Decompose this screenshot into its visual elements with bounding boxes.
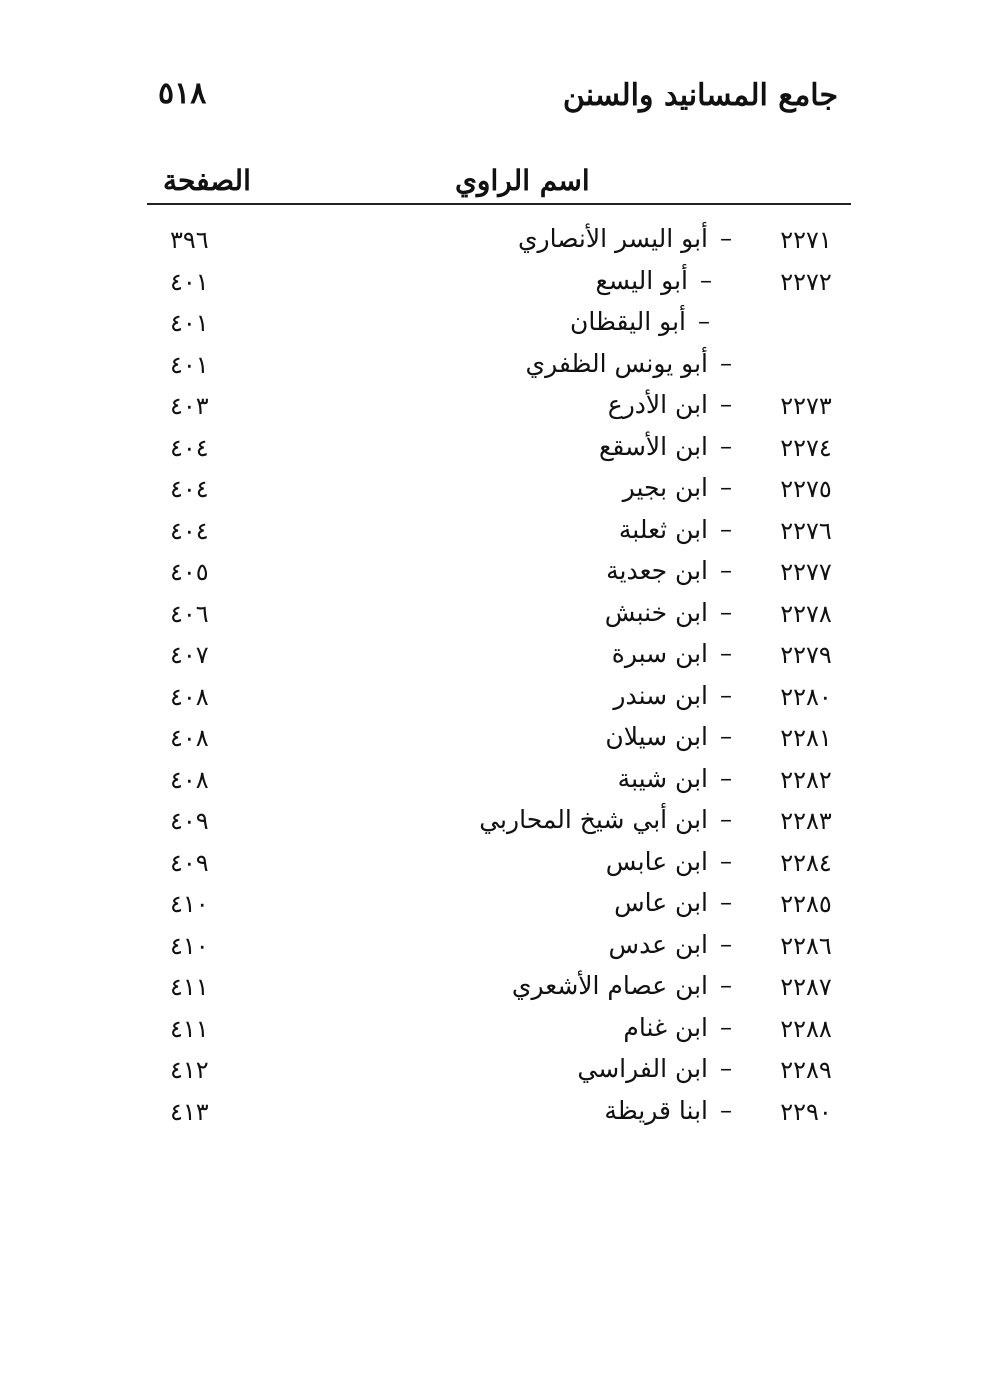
entry-narrator-name: ابن جعدية	[606, 556, 708, 585]
entry-narrator-name: ابن عدس	[608, 929, 708, 959]
index-entry	[0, 471, 984, 513]
entry-dash: –	[720, 763, 732, 792]
page-number: ٥١٨	[158, 76, 207, 111]
index-entry	[0, 762, 984, 804]
entry-narrator-name: ابن شيبة	[617, 763, 708, 793]
entry-page: ٤٠١	[170, 350, 209, 379]
entry-page: ٤١٢	[170, 1056, 209, 1084]
header-rule	[147, 203, 851, 205]
entry-number: ٢٢٧٧	[780, 558, 832, 586]
entry-page: ٤٠٩	[170, 807, 209, 835]
entry-number: ٢٢٩٠	[780, 1097, 832, 1126]
entry-number: ٢٢٧١	[780, 226, 832, 254]
entry-narrator-name: أبو يونس الظفري	[525, 348, 708, 378]
entry-page: ٤٠٦	[170, 599, 209, 628]
entry-page: ٤١٠	[170, 931, 209, 960]
narrator-index-list	[0, 222, 984, 1135]
entry-dash: –	[720, 929, 732, 958]
index-entry	[0, 720, 984, 762]
entry-dash: –	[720, 556, 732, 584]
column-header-page: الصفحة	[163, 164, 251, 197]
entry-dash: –	[720, 888, 732, 916]
entry-number: ٢٢٧٦	[780, 516, 832, 545]
entry-page: ٤١١	[170, 973, 209, 1001]
index-entry	[0, 554, 984, 596]
entry-page: ٤٠٨	[170, 724, 209, 752]
entry-number: ٢٢٨٧	[780, 973, 832, 1001]
entry-number: ٢٢٨٤	[780, 848, 832, 877]
book-title: جامع المسانيد والسنن	[562, 78, 838, 113]
entry-narrator-name: ابن بجير	[622, 473, 708, 502]
entry-number: ٢٢٨٠	[780, 682, 832, 711]
entry-number: ٢٢٧٥	[780, 475, 832, 503]
index-entry	[0, 513, 984, 555]
entry-number: ٢٢٧٢	[780, 267, 832, 296]
index-entry	[0, 803, 984, 845]
entry-number: ٢٢٨٥	[780, 890, 832, 918]
entry-dash: –	[720, 846, 732, 875]
index-entry	[0, 596, 984, 638]
entry-narrator-name: ابن الأدرع	[607, 390, 708, 419]
entry-page: ٣٩٦	[170, 226, 209, 254]
entry-number: ٢٢٨٢	[780, 765, 832, 794]
entry-narrator-name: ابن الفراسي	[577, 1054, 708, 1083]
index-entry	[0, 347, 984, 389]
entry-narrator-name: أبو اليسر الأنصاري	[517, 224, 708, 253]
index-entry	[0, 886, 984, 928]
entry-dash: –	[720, 639, 732, 667]
entry-page: ٤١٣	[170, 1097, 209, 1126]
entry-narrator-name: ابن خنبش	[604, 597, 708, 627]
index-entry	[0, 1052, 984, 1094]
entry-narrator-name: ابن ثعلبة	[618, 514, 708, 544]
index-entry	[0, 388, 984, 430]
entry-narrator-name: ابنا قريظة	[604, 1095, 708, 1125]
entry-narrator-name: ابن سندر	[613, 680, 708, 710]
entry-number: ٢٢٨١	[780, 724, 832, 752]
entry-page: ٤٠٤	[170, 475, 209, 503]
entry-dash: –	[720, 971, 732, 999]
entry-dash: –	[720, 348, 732, 377]
entry-page: ٤١٠	[170, 890, 209, 918]
entry-narrator-name: أبو اليسع	[595, 265, 688, 295]
index-entry	[0, 264, 984, 306]
entry-dash: –	[720, 805, 732, 833]
entry-dash: –	[720, 680, 732, 709]
entry-page: ٤٠٣	[170, 392, 209, 420]
entry-number: ٢٢٨٨	[780, 1014, 832, 1043]
entry-number: ٢٢٨٣	[780, 807, 832, 835]
entry-dash: –	[720, 1095, 732, 1124]
index-entry	[0, 1094, 984, 1136]
entry-number: ٢٢٧٣	[780, 392, 832, 420]
entry-page: ٤٠٥	[170, 558, 209, 586]
index-entry	[0, 1011, 984, 1053]
entry-page: ٤٠٨	[170, 765, 209, 794]
entry-page: ٤٠٩	[170, 848, 209, 877]
entry-narrator-name: ابن عاس	[614, 888, 708, 917]
entry-dash: –	[720, 473, 732, 501]
entry-narrator-name: ابن سبرة	[611, 639, 708, 668]
entry-number: ٢٢٧٤	[780, 433, 832, 462]
entry-narrator-name: ابن عابس	[605, 846, 708, 876]
entry-narrator-name: ابن الأسقع	[599, 431, 708, 461]
index-entry	[0, 430, 984, 472]
index-entry	[0, 969, 984, 1011]
entry-page: ٤٠٧	[170, 641, 209, 669]
entry-number: ٢٢٧٨	[780, 599, 832, 628]
index-entry	[0, 679, 984, 721]
entry-page: ٤٠٤	[170, 433, 209, 462]
entry-page: ٤٠٤	[170, 516, 209, 545]
entry-dash: –	[720, 722, 732, 750]
index-entry	[0, 222, 984, 264]
entry-narrator-name: ابن عصام الأشعري	[511, 971, 708, 1000]
entry-number: ٢٢٨٦	[780, 931, 832, 960]
entry-dash: –	[720, 224, 732, 252]
entry-dash: –	[720, 1054, 732, 1082]
entry-number: ٢٢٧٩	[780, 641, 832, 669]
entry-page: ٤٠٨	[170, 682, 209, 711]
entry-narrator-name: ابن غنام	[623, 1012, 708, 1042]
index-entry	[0, 845, 984, 887]
entry-page: ٤١١	[170, 1014, 209, 1043]
entry-narrator-name: ابن أبي شيخ المحاربي	[479, 805, 708, 834]
entry-page: ٤٠١	[170, 267, 209, 296]
entry-dash: –	[720, 597, 732, 626]
entry-number: ٢٢٨٩	[780, 1056, 832, 1084]
entry-dash: –	[700, 265, 712, 294]
entry-dash: –	[720, 514, 732, 543]
index-entry	[0, 305, 984, 347]
entry-dash: –	[720, 390, 732, 418]
entry-narrator-name: ابن سيلان	[605, 722, 708, 751]
entry-dash: –	[720, 1012, 732, 1041]
entry-dash: –	[698, 307, 710, 335]
entry-dash: –	[720, 431, 732, 460]
index-entry	[0, 928, 984, 970]
index-entry	[0, 637, 984, 679]
entry-narrator-name: أبو اليقظان	[569, 307, 686, 336]
column-header-narrator: اسم الراوي	[455, 164, 590, 197]
entry-page: ٤٠١	[170, 309, 209, 337]
